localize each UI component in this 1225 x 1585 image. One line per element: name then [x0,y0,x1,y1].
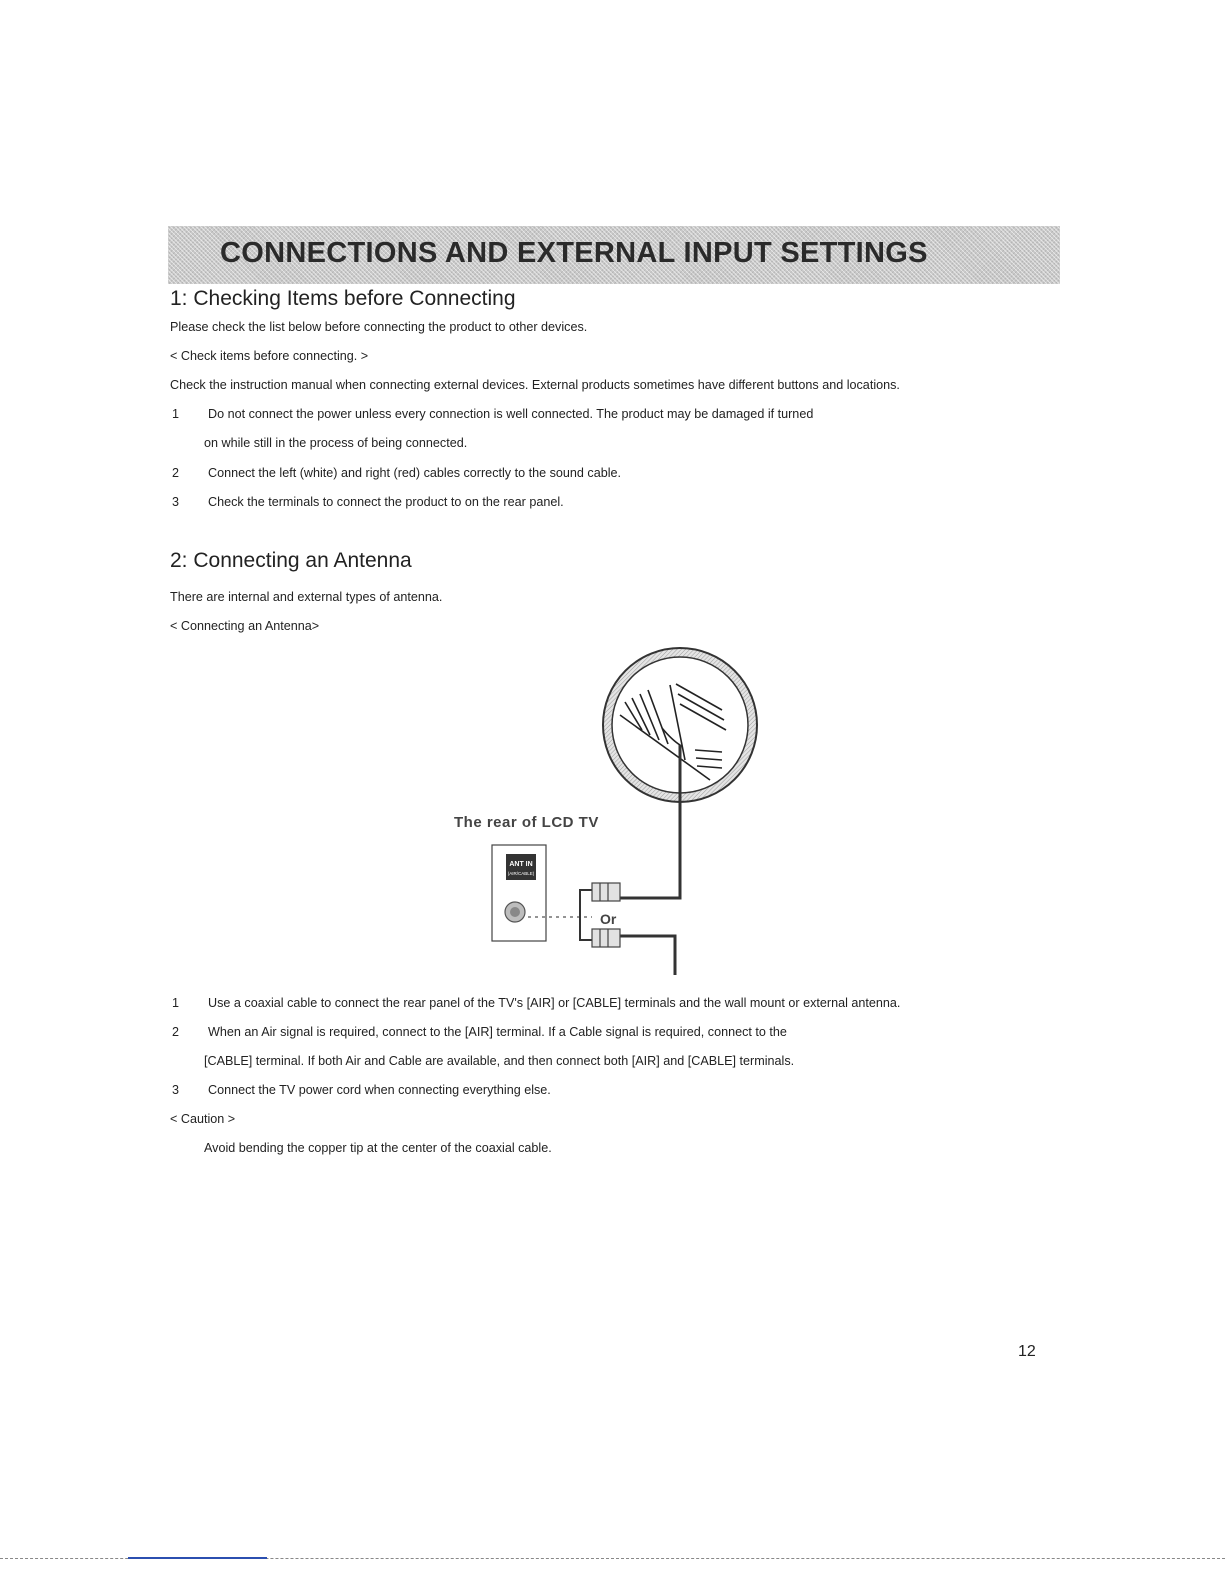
list-item: Do not connect the power unless every connection is well connected. The product may be damaged if turned [208,407,814,421]
section-banner [168,226,1060,284]
section-1-subhead: < Check items before connecting. > [170,349,369,363]
caution-label: < Caution > [170,1112,236,1126]
or-label: Or [600,911,617,927]
diagram-caption: The rear of LCD TV [454,814,599,831]
page-number: 12 [1018,1343,1036,1360]
section-1-note: Check the instruction manual when connecting external devices. External products sometimes have different buttons and locations. [170,378,900,392]
caution-text: Avoid bending the copper tip at the center of the coaxial cable. [204,1141,552,1155]
list-item: Connect the TV power cord when connecting everything else. [208,1083,551,1097]
list-item-number: 1 [172,996,180,1010]
list-item: When an Air signal is required, connect to the [AIR] terminal. If a Cable signal is required, connect to the [208,1025,787,1039]
list-item-number: 2 [172,1025,180,1039]
page-title: CONNECTIONS AND EXTERNAL INPUT SETTINGS [220,237,928,269]
section-2-subhead: < Connecting an Antenna> [170,619,320,633]
list-item-continued: [CABLE] terminal. If both Air and Cable are available, and then connect both [AIR] and [CABLE] terminals. [204,1054,795,1068]
section-1-intro: Please check the list below before connecting the product to other devices. [170,320,588,334]
list-item: Connect the left (white) and right (red) cables correctly to the sound cable. [208,466,622,480]
section-2-intro: There are internal and external types of antenna. [170,590,443,604]
section-1-heading: 1: Checking Items before Connecting [170,287,516,310]
jack-sublabel: (AIR/CABLE) [507,871,535,876]
section-2-heading: 2: Connecting an Antenna [170,549,412,572]
list-item: Use a coaxial cable to connect the rear panel of the TV's [AIR] or [CABLE] terminals and the wall mount or external antenna. [208,996,901,1010]
list-item-number: 1 [172,407,180,421]
list-item-number: 3 [172,1083,180,1097]
list-item-number: 2 [172,466,180,480]
footer-accent-bar [128,1557,267,1559]
list-item-number: 3 [172,495,180,509]
list-item: Check the terminals to connect the product to on the rear panel. [208,495,564,509]
list-item-continued: on while still in the process of being connected. [204,436,468,450]
rear-panel [492,845,546,941]
antenna-connection-diagram [440,640,780,980]
jack-label: ANT IN [509,861,533,868]
